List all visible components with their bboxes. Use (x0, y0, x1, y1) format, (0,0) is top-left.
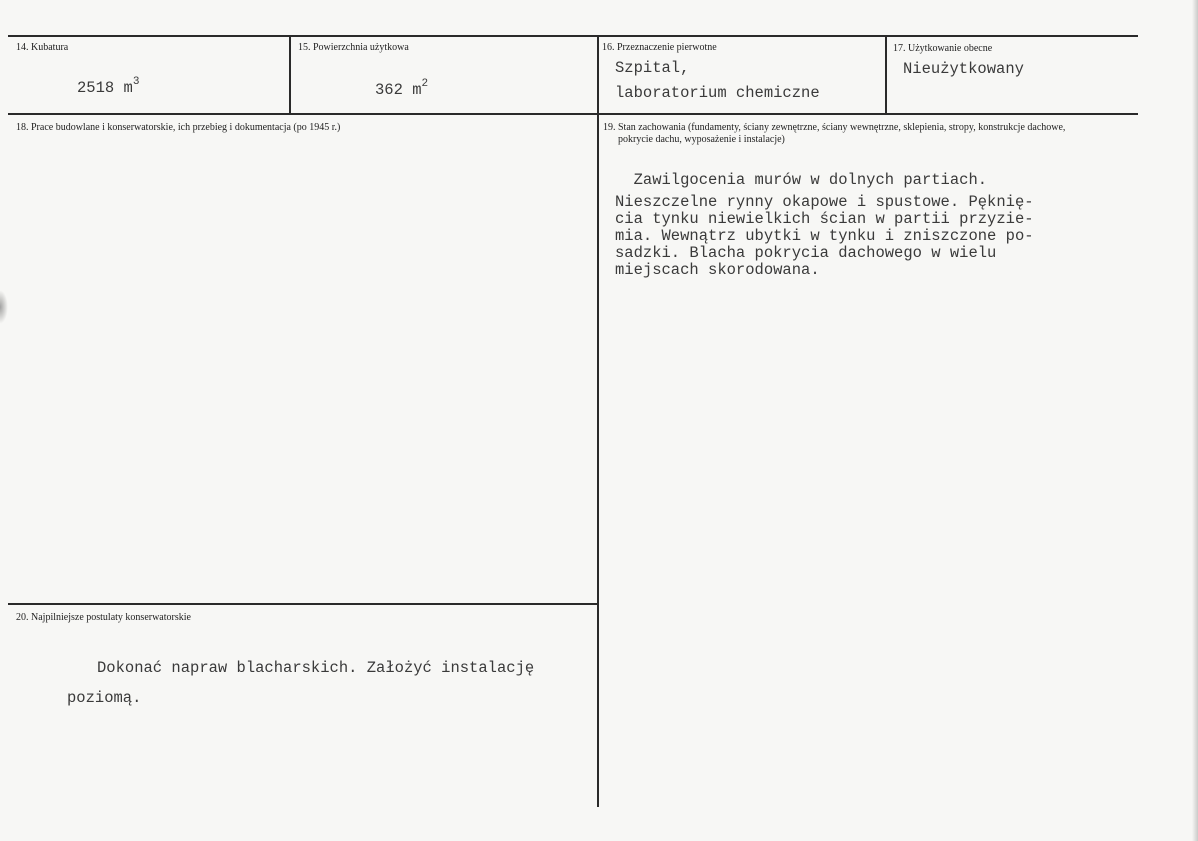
field-16-line-1: Szpital, (615, 59, 690, 77)
divider-16-17 (885, 35, 887, 115)
field-18-label: 18. Prace budowlane i konserwatorskie, ich przebieg i dokumentacja (po 1945 r.) (16, 122, 341, 133)
field-14-number: 2518 m (77, 79, 133, 98)
field-16-label: 16. Przeznaczenie pierwotne (602, 42, 717, 53)
field-20-line-1: Dokonać napraw blacharskich. Założyć instalację (97, 659, 535, 677)
field-20-line-2: poziomą. (67, 689, 142, 707)
field-17-value: Nieużytkowany (903, 60, 1024, 78)
field-19-line-6: miejscach skorodowana. (615, 261, 820, 279)
field-19-line-5: sadzki. Blacha pokrycia dachowego w wielu (615, 244, 997, 262)
top-rule (8, 35, 1138, 37)
field18-bottom-rule (8, 603, 599, 605)
row1-bottom-rule (8, 113, 1138, 115)
field-19-label-line-1: 19. Stan zachowania (fundamenty, ściany zewnętrzne, ściany wewnętrzne, sklepienia, stropy, konstrukcje dachowe, (603, 122, 1066, 133)
field-19-label-line-2: pokrycie dachu, wyposażenie i instalacje) (618, 134, 785, 145)
scan-punch-mark (0, 290, 8, 324)
field-15-number: 362 m (375, 81, 422, 100)
field-19-line-4: mia. Wewnątrz ubytki w tynku i zniszczone po- (615, 227, 1034, 245)
field-19-line-2: Nieszczelne rynny okapowe i spustowe. Pęknię- (615, 193, 1034, 211)
field-14-exponent: 3 (132, 76, 140, 88)
scan-edge-shadow (1192, 0, 1198, 841)
field-19-line-3: cia tynku niewielkich ścian w partii przyzie- (615, 210, 1034, 228)
field-20-label: 20. Najpilniejsze postulaty konserwatorskie (16, 612, 191, 623)
field-19-line-1: Zawilgocenia murów w dolnych partiach. (615, 171, 988, 189)
main-vertical-divider (597, 35, 599, 807)
field-15-label: 15. Powierzchnia użytkowa (298, 42, 409, 53)
field-15-exponent: 2 (421, 78, 429, 90)
field-15-value (375, 78, 428, 99)
field-14-value (77, 76, 139, 97)
field-16-line-2: laboratorium chemiczne (615, 84, 820, 102)
divider-14-15 (289, 35, 291, 115)
field-14-label: 14. Kubatura (16, 42, 69, 53)
field-17-label: 17. Użytkowanie obecne (893, 43, 993, 54)
